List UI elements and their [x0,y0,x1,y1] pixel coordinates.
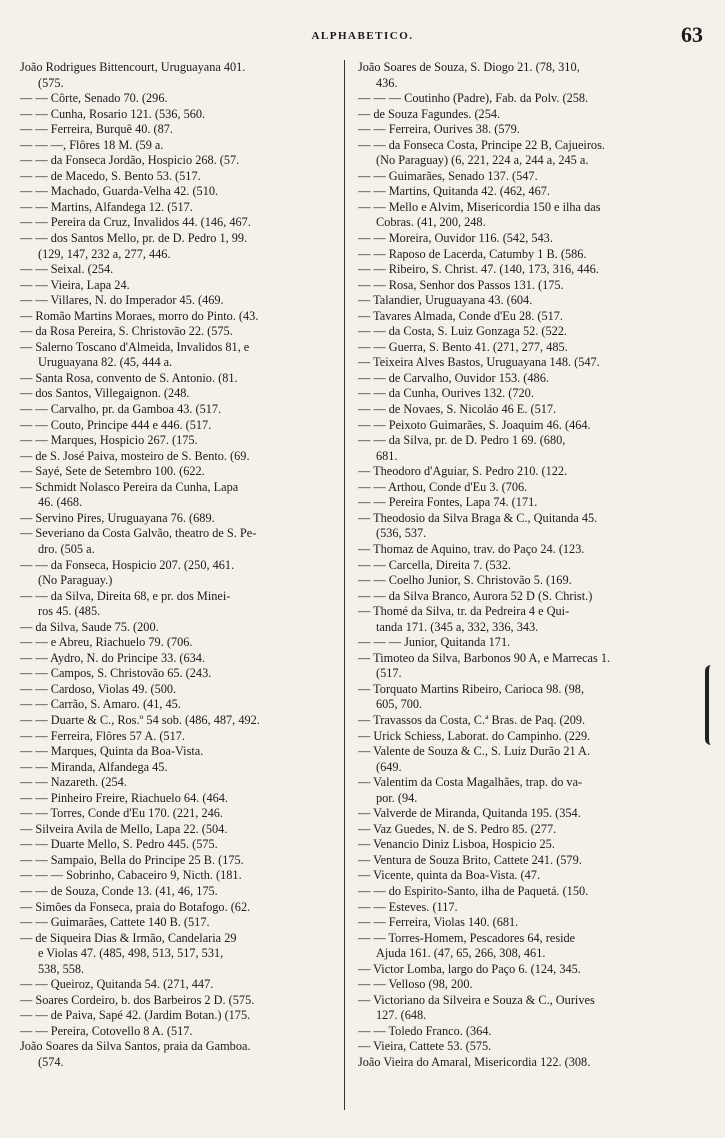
directory-entry-line: 46. (468. [38,495,83,510]
directory-entry-line: — — — Coutinho (Padre), Fab. da Polv. (258. [358,91,589,106]
directory-entry-line: — — Marques, Hospicio 267. (175. [20,433,198,448]
directory-entry-line: — — Aydro, N. do Principe 33. (634. [20,650,206,665]
directory-entry-line: por. (94. [376,790,418,805]
directory-entry-line: — — Ferreira, Violas 140. (681. [358,915,519,930]
left-column [20,60,340,1071]
right-column [358,60,680,1071]
directory-entry-line: — Travassos da Costa, C.ª Bras. de Paq. (209. [358,712,586,727]
directory-entry-line: — — Seixal. (254. [20,262,114,277]
directory-entry-line: — — da Silva, pr. de D. Pedro 1 69. (680, [358,433,566,448]
directory-entry-line: — Thomé da Silva, tr. da Pedreira 4 e Qui- [358,604,570,619]
directory-entry-line: — Talandier, Uruguayana 43. (604. [358,293,533,308]
directory-entry-line: — da Silva, Saude 75. (200. [20,619,159,634]
directory-entry-line: — — Raposo de Lacerda, Catumby 1 B. (586. [358,246,587,261]
directory-entry-line: — Urick Schiess, Laborat. do Campinho. (229. [358,728,591,743]
column-divider [344,60,345,1110]
directory-entry-line: — de Siqueira Dias & Irmão, Candelaria 29 [20,930,237,945]
directory-entry-line: João Soares da Silva Santos, praia da Gamboa. [20,1039,251,1054]
directory-entry-line: (575. [38,75,64,90]
directory-entry-line: — — de Carvalho, Ouvidor 153. (486. [358,370,549,385]
directory-entry-line: — — Pinheiro Freire, Riachuelo 64. (464. [20,790,228,805]
directory-entry-line: (517. [376,666,402,681]
directory-entry-line: — — Mello e Alvim, Misericordia 150 e ilha das [358,199,601,214]
directory-entry-line: — — de Paiva, Sapé 42. (Jardim Botan.) (175. [20,1008,251,1023]
directory-entry-line: — — Torres-Homem, Pescadores 64, reside [358,930,576,945]
directory-entry-line: — Silveira Avila de Mello, Lapa 22. (504. [20,821,228,836]
directory-entry-line: — — Carcella, Direita 7. (532. [358,557,511,572]
page-header [0,22,725,48]
directory-entry-line: — Thomaz de Aquino, trav. do Paço 24. (123. [358,541,585,556]
directory-entry-line: — — Guimarães, Senado 137. (547. [358,168,538,183]
directory-entry-line: — — Guerra, S. Bento 41. (271, 277, 485. [358,339,568,354]
directory-entry-line: — — Cunha, Rosario 121. (536, 560. [20,106,206,121]
directory-entry-line: — Vieira, Cattete 53. (575. [358,1039,492,1054]
directory-entry-line: Cobras. (41, 200, 248. [376,215,486,230]
directory-entry-line: — Teixeira Alves Bastos, Uruguayana 148. (547. [358,355,600,370]
directory-entry-line: tanda 171. (345 a, 332, 336, 343. [376,619,539,634]
directory-entry-line: — Romão Martins Moraes, morro do Pinto. (43. [20,308,259,323]
directory-entry-line: — — de Souza, Conde 13. (41, 46, 175. [20,883,218,898]
directory-entry-line: — — Côrte, Senado 70. (296. [20,91,168,106]
directory-entry-line: — Simões da Fonseca, praia do Botafogo. (62. [20,899,251,914]
directory-entry-line: — Severiano da Costa Galvão, theatro de S. Pe- [20,526,257,541]
directory-entry-line: — — da Silva, Direita 68, e pr. dos Minei- [20,588,231,603]
directory-entry-line: — — Nazareth. (254. [20,775,127,790]
directory-entry-line: — — da Costa, S. Luiz Gonzaga 52. (522. [358,324,568,339]
margin-bracket-mark [705,665,723,745]
directory-entry-line: — — Coelho Junior, S. Christovão 5. (169. [358,573,572,588]
directory-entry-line: — — —, Flôres 18 M. (59 a. [20,137,164,152]
directory-entry-line: — — — Sobrinho, Cabaceiro 9, Nicth. (181. [20,868,242,883]
directory-entry-line: — — Miranda, Alfandega 45. [20,759,168,774]
directory-entry-line: (No Paraguay.) [38,573,113,588]
directory-entry-line: — — de Macedo, S. Bento 53. (517. [20,168,201,183]
directory-entry-line: — Schmidt Nolasco Pereira da Cunha, Lapa [20,479,239,494]
directory-entry-line: — Servino Pires, Uruguayana 76. (689. [20,510,215,525]
directory-entry-line: — — Moreira, Ouvidor 116. (542, 543. [358,231,553,246]
directory-entry-line: (536, 537. [376,526,427,541]
directory-entry-line: — — Pereira Fontes, Lapa 74. (171. [358,495,538,510]
directory-entry-line: — — da Cunha, Ourives 132. (720. [358,386,534,401]
directory-entry-line: — — Martins, Quitanda 42. (462, 467. [358,184,550,199]
directory-entry-line: — — Martins, Alfandega 12. (517. [20,199,193,214]
directory-entry-line: — Valente de Souza & C., S. Luiz Durão 21 A. [358,744,591,759]
directory-entry-line: — — Toledo Franco. (364. [358,1023,492,1038]
directory-entry-line: — Theodoro d'Aguiar, S. Pedro 210. (122. [358,464,568,479]
directory-entry-line: — Valverde de Miranda, Quitanda 195. (354. [358,806,581,821]
directory-entry-line: — — Ferreira, Ourives 38. (579. [358,122,520,137]
directory-entry-line: — Vicente, quinta da Boa-Vista. (47. [358,868,541,883]
directory-entry-line: — — Campos, S. Christovão 65. (243. [20,666,212,681]
directory-entry-line: (129, 147, 232 a, 277, 446. [38,246,171,261]
directory-entry-line: — Theodosio da Silva Braga & C., Quitanda 45. [358,510,598,525]
directory-entry-line: — — Guimarães, Cattete 140 B. (517. [20,915,210,930]
directory-entry-line: — — — Junior, Quitanda 171. [358,635,511,650]
directory-entry-line: dro. (505 a. [38,541,95,556]
directory-entry-line: — — Arthou, Conde d'Eu 3. (706. [358,479,528,494]
directory-entry-line: — — Velloso (98, 200. [358,977,473,992]
directory-entry-line: — Santa Rosa, convento de S. Antonio. (81. [20,370,238,385]
directory-entry-line: — — Rosa, Senhor dos Passos 131. (175. [358,277,564,292]
directory-entry-line: 436. [376,75,398,90]
directory-entry-line: — — da Silva Branco, Aurora 52 D (S. Christ.) [358,588,593,603]
directory-entry-line: — Victoriano da Silveira e Souza & C., Ourives [358,992,595,1007]
directory-entry-line: — — Ferreira, Burquê 40. (87. [20,122,173,137]
directory-entry-line: — — Cardoso, Violas 49. (500. [20,681,177,696]
directory-entry-line: — — da Fonseca, Hospicio 207. (250, 461. [20,557,235,572]
directory-entry-line: — — Peixoto Guimarães, S. Joaquim 46. (464. [358,417,591,432]
directory-entry-line: — — Villares, N. do Imperador 45. (469. [20,293,224,308]
directory-entry-line: 538, 558. [38,961,85,976]
directory-entry-line: (574. [38,1055,64,1069]
directory-entry-line: — de S. José Paiva, mosteiro de S. Bento. (69. [20,448,250,463]
directory-entry-line: Ajuda 161. (47, 65, 266, 308, 461. [376,946,546,961]
page-number: 63 [681,22,703,47]
directory-entry-line: João Vieira do Amaral, Misericordia 122. (308. [358,1055,591,1069]
directory-entry-line: — — da Fonseca Jordão, Hospicio 268. (57. [20,153,240,168]
directory-entry-line: 605, 700. [376,697,423,712]
directory-entry-line: e Violas 47. (485, 498, 513, 517, 531, [38,946,224,961]
directory-entry-line: — Venancio Diniz Lisboa, Hospicio 25. [358,837,555,852]
directory-entry-line: Uruguayana 82. (45, 444 a. [38,355,173,370]
directory-entry-line: — Ventura de Souza Brito, Cattete 241. (579. [358,852,582,867]
directory-entry-line: — — Vieira, Lapa 24. [20,277,130,292]
directory-entry-line: — — e Abreu, Riachuelo 79. (706. [20,635,193,650]
directory-entry-line: — — Torres, Conde d'Eu 170. (221, 246. [20,806,223,821]
directory-entry-line: — Salerno Toscano d'Almeida, Invalidos 81, e [20,339,250,354]
directory-entry-line: — — Queiroz, Quitanda 54. (271, 447. [20,977,214,992]
directory-entry-line: ros 45. (485. [38,604,101,619]
directory-entry-line: — — Duarte & C., Ros.º 54 sob. (486, 487, 492. [20,712,260,727]
directory-entry-line: — Torquato Martins Ribeiro, Carioca 98. (98, [358,681,585,696]
directory-entry-line: — — Esteves. (117. [358,899,458,914]
directory-entry-line: — — Machado, Guarda-Velha 42. (510. [20,184,219,199]
directory-entry-line: — — Sampaio, Bella do Principe 25 B. (175. [20,852,244,867]
directory-entry-line: — de Souza Fagundes. (254. [358,106,501,121]
directory-entry-line: — Victor Lomba, largo do Paço 6. (124, 345. [358,961,581,976]
directory-entry-line: — da Rosa Pereira, S. Christovão 22. (575. [20,324,233,339]
directory-entry-line: — dos Santos, Villegaignon. (248. [20,386,190,401]
directory-entry-line: — — Pereira, Cotovello 8 A. (517. [20,1023,193,1038]
directory-entry-line: João Soares de Souza, S. Diogo 21. (78, 310, [358,60,580,74]
directory-entry-line: — — Marques, Quinta da Boa-Vista. [20,744,204,759]
directory-entry-line: — — do Espirito-Santo, ilha de Paquetá. (150. [358,883,589,898]
directory-entry-line: (649. [376,759,402,774]
directory-entry-line: João Rodrigues Bittencourt, Uruguayana 401. [20,60,246,74]
directory-entry-line: — Tavares Almada, Conde d'Eu 28. (517. [358,308,564,323]
directory-entry-line: — — Ribeiro, S. Christ. 47. (140, 173, 316, 446. [358,262,599,277]
directory-entry-line: — Timoteo da Silva, Barbonos 90 A, e Marrecas 1. [358,650,611,665]
directory-entry-line: — Valentim da Costa Magalhães, trap. do va- [358,775,583,790]
directory-entry-line: — — da Fonseca Costa, Principe 22 B, Cajueiros. [358,137,605,152]
directory-entry-line: (No Paraguay) (6, 221, 224 a, 244 a, 245 a. [376,153,589,168]
directory-entry-line: — — Pereira da Cruz, Invalidos 44. (146, 467. [20,215,251,230]
directory-entry-line: — — Carvalho, pr. da Gamboa 43. (517. [20,402,222,417]
directory-entry-line: 681. [376,448,398,463]
directory-entry-line: 127. (648. [376,1008,427,1023]
directory-entry-line: — Soares Cordeiro, b. dos Barbeiros 2 D. (575. [20,992,255,1007]
directory-entry-line: — — Ferreira, Flôres 57 A. (517. [20,728,185,743]
directory-entry-line: — — de Novaes, S. Nicoláo 46 E. (517. [358,402,557,417]
running-title: ALPHABETICO. [311,30,414,42]
directory-entry-line: — — Couto, Principe 444 e 446. (517. [20,417,212,432]
directory-entry-line: — — Carrão, S. Amaro. (41, 45. [20,697,181,712]
directory-entry-line: — Vaz Guedes, N. de S. Pedro 85. (277. [358,821,557,836]
directory-entry-line: — — dos Santos Mello, pr. de D. Pedro 1, 99. [20,231,248,246]
directory-entry-line: — — Duarte Mello, S. Pedro 445. (575. [20,837,218,852]
directory-entry-line: — Sayé, Sete de Setembro 100. (622. [20,464,205,479]
